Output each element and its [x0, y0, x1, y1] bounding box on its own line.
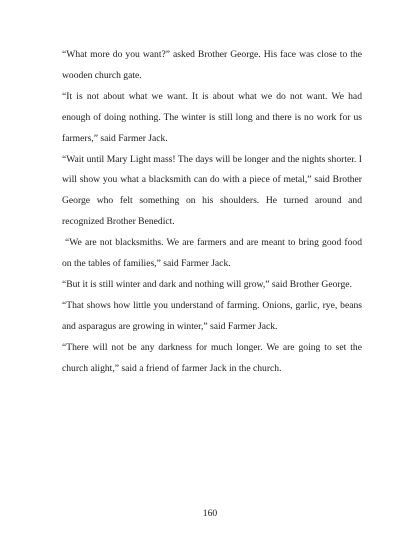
paragraph-4: “We are not blacksmiths. We are farmers and are meant to bring good food on the tables of families,” said Farmer Jack. — [62, 237, 362, 270]
paragraph-7: “There will not be any darkness for much longer. We are going to set the church alight,” said a friend of farmer Jack in the church. — [62, 341, 362, 374]
paragraph-2: “It is not about what we want. It is about what we do not want. We had enough of doing nothing. The winter is still long and there is no work for us farmers,” said Farmer Jack. — [62, 90, 362, 144]
paragraph-3: “Wait until Mary Light mass! The days will be longer and the nights shorter. I will show you what a blacksmith can do with a piece of metal,” said Brother George who felt something on his shoulders. He turned around and recognized Brother Benedict. — [62, 153, 362, 228]
paragraph-1: “What more do you want?” asked Brother George. His face was close to the wooden church gate. — [62, 49, 362, 81]
paragraph-6: “That shows how little you understand of farming. Onions, garlic, rye, beans and asparagus are growing in winter,” said Farmer Jack. — [62, 299, 362, 332]
paragraph-5: “But it is still winter and dark and nothing will grow,” said Brother George. — [62, 278, 352, 290]
body-text — [62, 45, 362, 380]
page-number: 160 — [202, 508, 218, 519]
